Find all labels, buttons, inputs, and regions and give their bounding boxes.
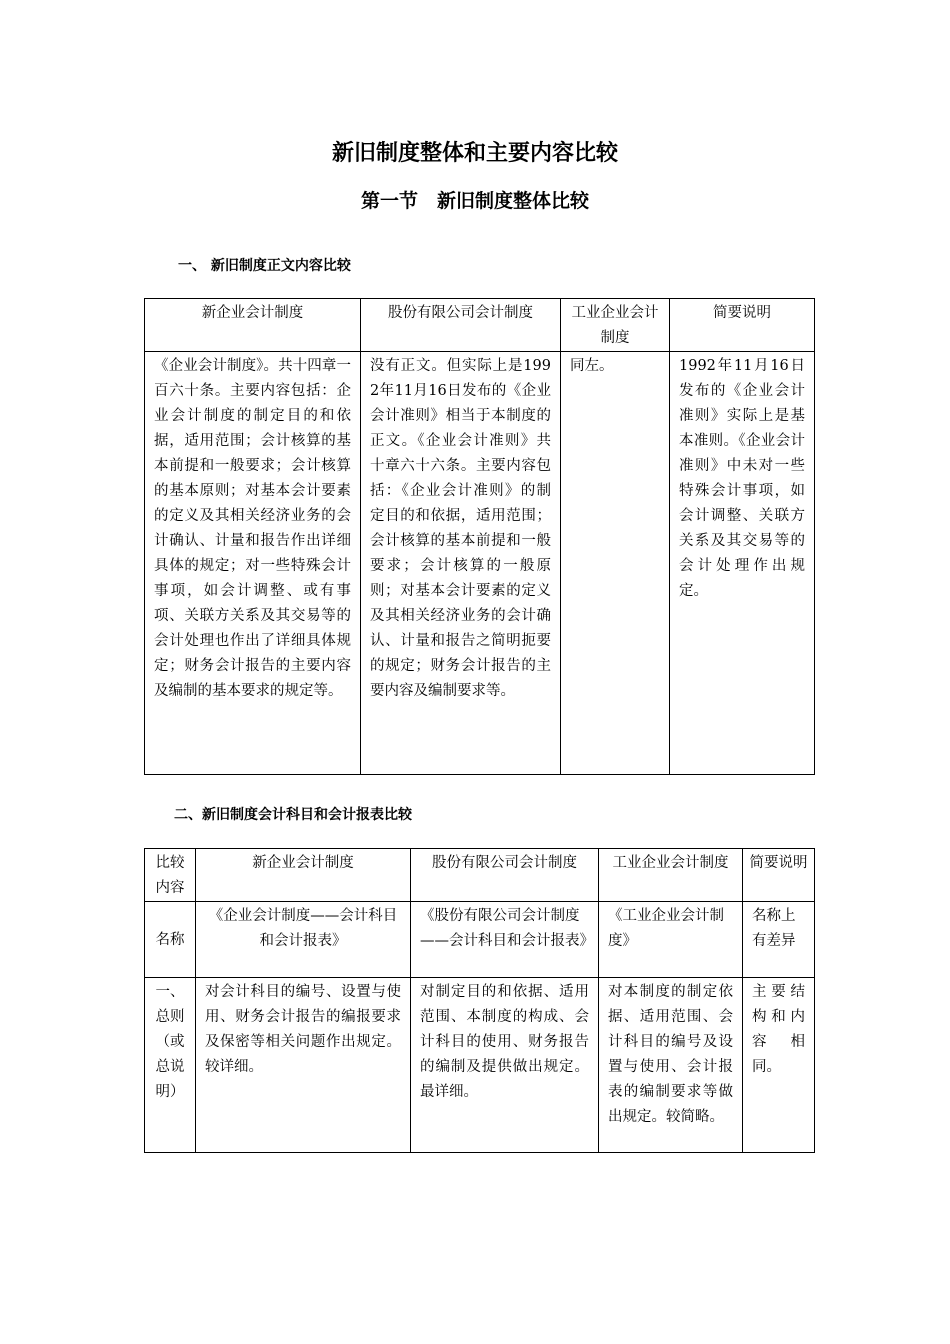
col-header-new: 新企业会计制度: [145, 299, 361, 352]
cell-item: 名称: [145, 902, 196, 978]
table-row: [145, 352, 815, 775]
cell-new: 对会计科目的编号、设置与使用、财务会计报告的编报要求及保密等相关问题作出规定。较详细。: [196, 978, 411, 1153]
table-row: [145, 902, 815, 978]
page-title: 新旧制度整体和主要内容比较: [331, 141, 618, 166]
cell-industrial: 同左。: [561, 352, 670, 775]
col-header-note: 简要说明: [670, 299, 815, 352]
col-header-joint-stock: 股份有限公司会计制度: [361, 299, 561, 352]
table-row: [145, 978, 815, 1153]
col-header-note: 简要说明: [743, 849, 815, 902]
col-header-industrial: 工业企业会计制度: [599, 849, 743, 902]
cell-industrial: 《工业企业会计制度》: [599, 902, 743, 978]
section-title: 第一节 新旧制度整体比较: [360, 190, 589, 212]
cell-new: 《企业会计制度》。共十四章一百六十条。主要内容包括：企业会计制度的制定目的和依据，适用范围；会计核算的基本前提和一般要求；会计核算的基本原则；对基本会计要素的定义及其相关经济业务的会计确认、计量和报告作出详细具体的规定；对一些特殊会计事项，如会计调整、或有事项、关联方关系及其交易等的会计处理也作出了详细具体规定；财务会计报告的主要内容及编制的基本要求的规定等。: [145, 352, 361, 775]
text-comparison-table: [144, 298, 815, 775]
heading-accounts-comparison: 二、新旧制度会计科目和会计报表比较: [174, 807, 412, 823]
table-header-row: [145, 849, 815, 902]
cell-note: 名称上有差异: [743, 902, 815, 978]
cell-note: 1992年11月16日发布的《企业会计准则》实际上是基本准则。《企业会计准则》中未对一些特殊会计事项，如会计调整、关联方关系及其交易等的会计处理作出规定。: [670, 352, 815, 775]
col-header-industrial: 工业企业会计制度: [561, 299, 670, 352]
cell-joint-stock: 《股份有限公司会计制度——会计科目和会计报表》: [411, 902, 599, 978]
col-header-new: 新企业会计制度: [196, 849, 411, 902]
col-header-joint-stock: 股份有限公司会计制度: [411, 849, 599, 902]
cell-note: 主要结构和内容相同。: [743, 978, 815, 1153]
cell-joint-stock: 没有正文。但实际上是1992年11月16日发布的《企业会计准则》相当于本制度的正文。《企业会计准则》共十章六十六条。主要内容包括：《企业会计准则》的制定目的和依据，适用范围；会计核算的基本前提和一般要求；会计核算的一般原则；对基本会计要素的定义及其相关经济业务的会计确认、计量和报告之简明扼要的规定；财务会计报告的主要内容及编制要求等。: [361, 352, 561, 775]
table-header-row: [145, 299, 815, 352]
cell-industrial: 对本制度的制定依据、适用范围、会计科目的编号及设置与使用、会计报表的编制要求等做出规定。较简略。: [599, 978, 743, 1153]
col-header-item: 比较内容: [145, 849, 196, 902]
heading-text-comparison: 一、 新旧制度正文内容比较: [178, 258, 351, 274]
cell-new: 《企业会计制度——会计科目和会计报表》: [196, 902, 411, 978]
cell-item: 一、总则（或总说明）: [145, 978, 196, 1153]
accounts-comparison-table: [144, 848, 815, 1153]
cell-joint-stock: 对制定目的和依据、适用范围、本制度的构成、会计科目的使用、财务报告的编制及提供做出规定。最详细。: [411, 978, 599, 1153]
